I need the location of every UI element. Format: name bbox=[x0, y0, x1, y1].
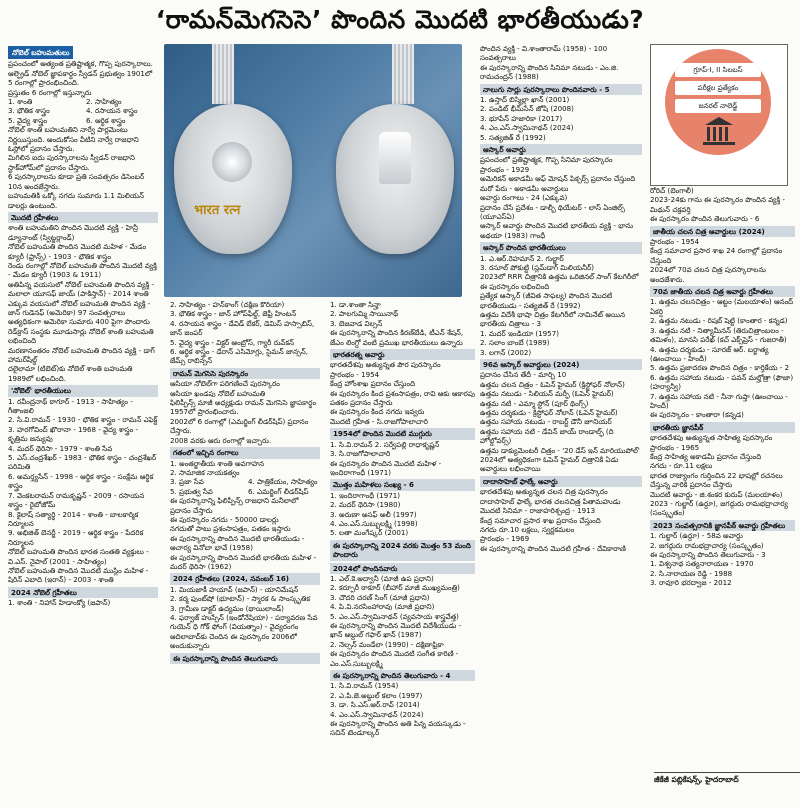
publisher-credit: జీకేజీ పబ్లికేషన్స్, హైదరాబాద్ bbox=[654, 772, 800, 787]
field-item: 1. అంతర్జాతీయ శాంతి అవగాహన bbox=[170, 458, 265, 468]
list-item: ప్రస్తుతం 6 రంగాల్లో ఇస్తున్నారు bbox=[8, 87, 92, 97]
list-item: మరో పేరు - అకాడమీ అవార్డులు bbox=[480, 183, 569, 193]
field-item: 1. శాంతి bbox=[8, 97, 33, 107]
list-item: మిగిలిన ఐదు పురస్కారాలను స్వీడన్ రాజధాని స్టాక్‌హోమ్‌లో ప్రదానం చేస్తారు. bbox=[8, 153, 135, 172]
list-item: ఈ పురస్కారాన్ని పొందిన అతి పిన్న వయస్కుడు - సచిన్ టెండూల్కర్ bbox=[330, 719, 466, 738]
list-item: 1. ఎల్.కె.అద్వానీ (మాజీ ఉప ప్రధాని) bbox=[330, 573, 434, 583]
medal-photo bbox=[164, 44, 462, 297]
fields-row bbox=[8, 106, 158, 115]
field-item: 5. ప్రభుత్వ సేవ bbox=[170, 486, 213, 496]
section-title: 2024లో పొందినవారు bbox=[330, 563, 475, 574]
list-item: 6. అమర్త్యసేన్ - 1998 - ఆర్థిక శాస్త్రం - సంక్షేమ ఆర్థిక శాస్త్రం bbox=[8, 471, 154, 491]
list-item: 2024లో 70వ చలన చిత్ర పురస్కారాలను అందజేశారు. bbox=[650, 265, 766, 284]
list-item: ప్రదానం చేసే ప్రదేశం - డాల్బీ థియేటర్ - లాస్ ఏంజిల్స్ (యూఎస్ఏ) bbox=[480, 202, 625, 221]
list-item: మొదటి అవార్డు - జి.శంకర కురుప్ (మలయాళం) bbox=[650, 489, 783, 499]
list-item: 4. మదర్ థెరిసా - 1979 - శాంతి సేవ bbox=[8, 443, 113, 453]
fields-row bbox=[170, 477, 320, 486]
list-item: కేంద్ర సాహిత్య అకాడమీ ప్రదానం చేస్తుంది bbox=[650, 451, 762, 461]
list-item: 2023లో RRR చిత్రానికి ఉత్తమ ఒరిజినల్ సాంగ్ కేటగిరీలో ఈ పురస్కారం లభించింది bbox=[480, 272, 639, 291]
section-title: ఈ పురస్కారాన్ని 2024 వరకు మొత్తం 53 మంది పొందారు bbox=[330, 540, 475, 561]
list-item: ప్రపంచంలో అత్యంత ప్రతిష్టాత్మక, గొప్ప పురస్కారాలు. bbox=[8, 59, 153, 69]
list-item: 9. అభిజిత్ బెనర్జీ - 2019 - ఆర్థిక శాస్త్రం - పేదరిక నిర్మూలన bbox=[8, 528, 144, 547]
list-item: ఈ పురస్కారం పొందిన మొదటి మహిళ - ఇందిరాగాంధీ (1971) bbox=[330, 458, 442, 477]
list-item: 7. ఉత్తమ సహాయ నటి - నీనా గుప్తా (ఊంచాయి - హిందీ) bbox=[650, 391, 788, 410]
column-film-awards bbox=[650, 186, 795, 770]
list-item: భారతదేశపు అత్యున్నత సాహిత్య పురస్కారం bbox=[650, 433, 773, 443]
list-item: భారతదేశపు అత్యున్నత పౌర పురస్కారం bbox=[330, 360, 441, 370]
list-item: ఈ పురస్కారం పొందిన తెలుగువారు - 6 bbox=[650, 214, 760, 224]
list-item: 1. మదర్ ఇండియా (1957) bbox=[480, 328, 559, 338]
list-item: ఈ పురస్కారం కింద నగదు ఇవ్వరు bbox=[330, 407, 425, 417]
section-title: 'నోబెల్' భారతీయులు bbox=[8, 385, 158, 396]
list-item: 4. రసాయన శాస్త్రం - డేవిడ్ బేకర్, డెమిస్ హస్సాబిస్, జాన్ జంపర్ bbox=[170, 318, 315, 338]
column-oscar bbox=[480, 44, 642, 804]
list-item: 3. ఉత్తమ నటి - నిత్యామీనన్ (తిరుచిత్రాంబలం - తమిళం), మానసి పరేఖ్ (కచ్ ఎక్స్‌ప్రెస్ - గుజరాతీ) bbox=[650, 325, 787, 345]
list-item: 2. పండిట్ భీమ్‌సేన్ జోషి (2008) bbox=[480, 104, 574, 114]
list-item: 1. శాంతి - నిహాన్ హిడాంక్యో (జపాన్) bbox=[8, 598, 111, 608]
topic-circle bbox=[665, 49, 771, 155]
lion-capital-emblem-icon bbox=[379, 132, 411, 184]
list-item: 2. జగద్గురు రామభద్రాచార్య (సంస్కృతం) bbox=[650, 540, 764, 550]
list-item: 3. భౌతిక శాస్త్రం - జాన్ హోప్‌ఫీల్డ్, జెఫ్రీ హింటన్ bbox=[170, 309, 297, 319]
section-title: 96వ ఆస్కార్ అవార్డులు (2024) bbox=[480, 359, 642, 370]
parliament-building-icon bbox=[699, 115, 739, 147]
list-item: ప్రదానం చేసిన తేదీ - మార్చి 10 bbox=[480, 370, 567, 380]
list-item: కేంద్ర సమాచార ప్రసార శాఖ 24 రంగాల్లో ప్రదానం చేస్తుంది bbox=[650, 246, 783, 265]
field-item: 4. రసాయన శాస్త్రం bbox=[86, 106, 138, 116]
list-item: 3. సి.రాజగోపాలాచారి bbox=[330, 449, 391, 459]
fields-row bbox=[8, 97, 158, 106]
list-item: నోబెల్ శాంతి బహుమతిని నార్వే పార్లమెంటు నిర్ణయిస్తుంది. అందుకోసం వీటిని నార్వే రాజధాని ఓస్లోలో ప్రదానం చేస్తారు. bbox=[8, 125, 139, 154]
section-title: రామన్ మెగసెసె పురస్కారం bbox=[170, 368, 320, 379]
list-item: ఈ పురస్కారాన్ని పొందిన మొదటి విదేశీయుడు - ఖాన్ అబ్దుల్ గఫార్ ఖాన్ (1987) bbox=[330, 621, 462, 640]
list-item: 4. ఎం.ఎస్.స్వామినాథన్ (2024) bbox=[330, 709, 424, 719]
section-title: ఆస్కార్ పొందిన భారతీయులు bbox=[480, 242, 642, 253]
list-item: 3. లగాన్ (2002) bbox=[480, 347, 532, 357]
list-item: 1. రవీంద్రనాథ్ ఠాగూర్ - 1913 - సాహిత్యం - గీతాంజలి bbox=[8, 396, 133, 416]
list-item: ప్రత్యేక ఆస్కార్ (జీవిత సాఫల్య) పొందిన మొదటి భారతీయుడు - సత్యజిత్ రే (1992) bbox=[480, 291, 613, 310]
topic-badge bbox=[650, 44, 788, 186]
list-item: ఈ పురస్కారాన్ని పొందిన తెలుగువారు - 3 bbox=[650, 550, 766, 560]
list-item: 5. వైద్య శాస్త్రం - విక్టర్ ఆంబ్రోస్, గ్యారీ రువ్‌కన్ bbox=[170, 337, 295, 347]
list-item: కేంద్ర సమాచార ప్రసార శాఖ ప్రదానం చేస్తుంది bbox=[480, 515, 601, 525]
list-item: 4. ఎం.ఎస్.సుబ్బులక్ష్మి (1998) bbox=[330, 518, 418, 528]
list-item: ఉత్తమ నటుడు - సిలియన్ మర్ఫీ (ఓపెన్ హైమర్) bbox=[480, 389, 614, 399]
list-item: 2023-24కు గాను ఈ పురస్కారం పొందిన వ్యక్తి - మిథున్ చక్రవర్తి bbox=[650, 195, 785, 214]
list-item: ఆసియా ఖండపు నోబెల్ బహుమతి bbox=[170, 388, 266, 398]
section-title-nobel: నోబెల్ బహుమతులు bbox=[8, 46, 73, 59]
section-title: 1954లో పొందిన మొదటి ముగ్గురు bbox=[330, 428, 475, 439]
list-item: ప్రారంభం - 1954 bbox=[330, 369, 380, 379]
section-title: 70వ జాతీయ చలన చిత్ర అవార్డు గ్రహీతలు bbox=[650, 286, 795, 297]
field-item: 5. వైద్య శాస్త్రం bbox=[8, 115, 48, 125]
list-item: ఉత్తమ సహాయ నటుడు - రాబర్ట్ డౌనీ జూనియర్ bbox=[480, 417, 612, 427]
section-title: 2024 గ్రహీతలు (2024, నవంబర్ 16) bbox=[170, 573, 320, 584]
list-item: 4. ఉత్తమ దర్శకుడు - సూరజ్ ఆర్. బర్జాత్య (ఊంచాయి - హిందీ) bbox=[650, 344, 769, 363]
list-item: ఉత్తమ సహాయ నటి - డేవిన్ జాయ్ రాండాల్ఫ్ (ది హోల్డోవర్స్) bbox=[480, 426, 614, 446]
list-item: 3. రావూరి భరద్వాజ - 2012 bbox=[650, 578, 732, 588]
list-item: కేంద్ర హోంశాఖ ప్రదానం చేస్తుంది bbox=[330, 379, 416, 389]
medal-inscription: भारत रत्न bbox=[194, 203, 241, 218]
list-item: ఉత్తమ నటి - ఎమ్మా స్టోన్ (పూర్ థింగ్స్) bbox=[480, 398, 589, 408]
column-magsaysay bbox=[170, 300, 320, 804]
field-item: 6. ఆర్థిక శాస్త్రం bbox=[86, 115, 126, 125]
list-item: 3. బెజవాడ విల్సన్ bbox=[330, 318, 383, 328]
list-item: అవార్డు రంగాలు - 24 (ఎక్కువ) bbox=[480, 193, 568, 203]
list-item: 5. ఎస్.చంద్రశేఖర్ - 1983 - భౌతిక శాస్త్రం - చంద్రశేఖర్ పరిమితి bbox=[8, 453, 157, 472]
fields-row bbox=[170, 468, 320, 477]
section-title: 2024 నోబెల్ గ్రహీతలు bbox=[8, 587, 158, 598]
list-item: 4. ఫర్వాజ్ హుస్సేన్ (ఇండోనేషియా) - పర్యావరణ సేవ bbox=[170, 613, 318, 622]
section-title: దాదాసాహెబ్ ఫాల్కే అవార్డు bbox=[480, 476, 642, 487]
column-bharat-ratna bbox=[330, 300, 475, 804]
list-item: 2. సి.వి.రామన్ - 1930 - భౌతిక శాస్త్రం - రామన్ ఎఫెక్ట్ bbox=[8, 415, 158, 425]
section-title: ఈ పురస్కారాన్ని పొందిన తెలుగువారు - 4 bbox=[330, 670, 475, 681]
list-item: 4. పి.వి.నరసింహారావు (మాజీ ప్రధాని) bbox=[330, 602, 435, 612]
section-title: భారతీయ జ్ఞానపీఠ్ bbox=[650, 422, 795, 433]
list-item: ఉత్తమ డాక్యుమెంటరీ చిత్రం - '20 డేస్ ఇన్ మారియుపోల్' bbox=[480, 445, 640, 455]
list-item: 3. అరుణా అసఫ్ అలీ (1997) bbox=[330, 509, 417, 519]
field-item: 3. ప్రజా సేవ bbox=[170, 477, 204, 487]
list-item: 1. సి.వి.రామన్ (1954) bbox=[330, 681, 399, 691]
list-item: 2. ఎ.పి.జె.అబ్దుల్ కలాం (1997) bbox=[330, 690, 423, 700]
list-item: భారత రాజ్యాంగం గుర్తించిన 22 భాషల్లో రచనలు చేస్తున్న వారికి ప్రదానం చేస్తారు bbox=[650, 470, 783, 490]
field-item: 2. సామాజిక నాయకత్వం bbox=[170, 467, 240, 477]
list-item: 2. పాలగుమ్మి సాయినాథ్ bbox=[330, 309, 399, 319]
list-item: ఈ పురస్కారాన్ని ఫిలిప్పీన్స్ రాజధాని మనీలాలో ప్రదానం చేస్తారు bbox=[170, 496, 299, 515]
list-item: రెడ్‌క్రాస్ సంస్థకు మూడుసార్లు నోబెల్ శాంతి బహుమతి లభించింది bbox=[8, 326, 154, 346]
section-title: జాతీయ చలన చిత్ర అవార్డులు (2024) bbox=[650, 226, 795, 237]
list-item: ఈ పురస్కారం పొందిన మొదటి సంగీత కారిణి - ఎం.ఎస్.సుబ్బులక్ష్మి bbox=[330, 649, 459, 668]
list-item: భారతదేశపు అత్యున్నత చలన చిత్ర పురస్కారం bbox=[480, 487, 608, 497]
list-item: 2. మదర్ థెరిసా (1980) bbox=[330, 500, 401, 510]
list-item: అత్యధికంగా అమెరికా సుమారు 400 పైగా పొందారు bbox=[8, 317, 150, 327]
ribbon-right bbox=[392, 44, 414, 104]
list-item: 2002లో 6 రంగాల్లో (ఎమర్జింగ్ లీడర్‌షిప్) ప్రదానం చేస్తారు. bbox=[170, 416, 309, 436]
list-item: రెండు రంగాల్లో నోబెల్ బహుమతి పొందిన మొదటి వ్యక్తి - మేడం క్యూరీ (1903 & 1911) bbox=[8, 260, 157, 280]
list-item: శాంతి బహుమతిని పొందిన మొదటి వ్యక్తి - హెన్రీ డ్యూనాంట్ (స్విట్జర్లాండ్) bbox=[8, 223, 138, 242]
page-headline: ‘రామన్‌మెగసెసె’ పొందిన మొదటి భారతీయుడు? bbox=[155, 5, 645, 34]
list-item: 3. డా. సి.ఎస్.ఆర్.రావ్ (2014) bbox=[330, 700, 420, 710]
section-title: 2023 సంవత్సరానికి జ్ఞానపీఠ్ అవార్డు గ్రహీతలు bbox=[650, 520, 795, 531]
fields-row bbox=[170, 487, 320, 496]
list-item: ఆసియా నోబెల్‌గా పరిగణించే పురస్కారం bbox=[170, 379, 280, 389]
list-item: గుయెన్ ధి గోక్ ఫోంగ్ (వియత్నాం) - వైద్యరంగం bbox=[170, 622, 299, 632]
list-item: 1. ఎ.ఆర్.రెహమాన్ 2. గుల్జార్ bbox=[480, 253, 564, 263]
list-item: నోబెల్ బహుమతి పొందిన మొదటి ముస్లిం మహిళ - షిరిన్ ఎబాది (ఇరాన్) - 2003 - శాంతి bbox=[8, 565, 149, 585]
list-item: 6. ఆర్థిక శాస్త్రం - డేరాన్ ఎసిమోగ్లు, సైమన్ జాన్సన్, జేమ్స్ రాబిన్సన్ bbox=[170, 347, 308, 366]
list-item: రోరిచ్ (బెంగాలీ) bbox=[650, 186, 694, 195]
list-item: మొదటి సినిమా - రాజాహరిశ్చంద్ర - 1913 bbox=[480, 506, 596, 516]
list-item: ఉత్తమ దర్శకుడు - క్రిస్టోఫర్ నోలాన్ (ఓపెన్ హైమర్) bbox=[480, 408, 618, 418]
list-item: 2. సలాం బాంబే (1989) bbox=[480, 338, 550, 348]
section-title: భారతరత్న అవార్డు bbox=[330, 349, 475, 360]
list-item: ఫిలిప్పీన్స్ మాజీ అధ్యక్షుడు రామన్ మెగసెసె జ్ఞాపకార్థం 1957లో ప్రారంభించారు. bbox=[170, 398, 317, 417]
list-item: బహుమతికి ఒక్కో నగదు సుమారు 1.1 మిలియన్ డాలర్లు ఉంటుంది. bbox=[8, 191, 144, 210]
list-item: అమెరికన్ అకాడమీ ఆఫ్ మోషన్ పిక్చర్స్ ప్రదానం చేస్తుంది bbox=[480, 174, 636, 184]
list-item: 3. హరగోవింద్ ఖొరానా - 1968 - వైద్య శాస్త్రం - కృత్రిమ జన్యువు bbox=[8, 424, 139, 444]
list-item: దలైలామా (టిబెట్)కు నోబెల్ శాంతి బహుమతి 1989లో లభించింది. bbox=[8, 364, 133, 383]
list-item: 5. ఎం.ఎస్.స్వామినాథన్ (వ్యవసాయ శాస్త్రవేత్త) bbox=[330, 611, 459, 621]
list-item: 2. కర్పూరీ ఠాకూర్ (బీహార్ మాజీ ముఖ్యమంత్రి) bbox=[330, 583, 460, 593]
ribbon-left bbox=[212, 44, 234, 104]
list-item: 2. సాహిత్యం - హన్‌కాంగ్ (దక్షిణ కొరియా) bbox=[170, 300, 285, 309]
list-item: 1. ఉస్తాద్ బిస్మిల్లా ఖాన్ (2001) bbox=[480, 95, 570, 105]
section-title: ఈ పురస్కారాన్ని పొందిన తెలుగువారు bbox=[170, 653, 320, 664]
list-item: నోబెల్ బహుమతి పొందిన భారత సంతతి వ్యక్తులు - వి.ఎస్. నైపాల్ (2001 - సాహిత్యం) bbox=[8, 547, 149, 566]
list-item: నగదుతో పాటు ప్రశంసాపత్రం, పతకం ఇస్తారు bbox=[170, 524, 291, 534]
list-item: ప్రారంభం - 1954 bbox=[650, 237, 700, 247]
list-item: 2. కర్మ ఫుంట్‌షో (భూటాన్) - స్మారక & సాంస్కృతిక bbox=[170, 594, 311, 604]
list-item: 4. ఎం.ఎస్.స్వామినాథన్ (2024) bbox=[480, 123, 574, 133]
list-item: ఉత్తమ విదేశీ భాషా చిత్రం కేటగిరీలో నామినేట్ అయిన భారతీయ చిత్రాలు - 3 bbox=[480, 309, 626, 329]
list-item: 5. ఉత్తమ ప్రజాదరణ పొందిన చిత్రం - కార్తికేయ - 2 bbox=[650, 363, 790, 373]
list-item: ఆల్ఫ్రెడ్ నోబెల్ జ్ఞాపకార్థం స్వీడన్ ప్రభుత్వం 1901లో 5 రంగాల్లో ప్రారంభించింది. bbox=[8, 68, 153, 88]
list-item: 3. చౌదరి చరణ్ సింగ్ (మాజీ ప్రధాని) bbox=[330, 592, 430, 602]
field-item: 3. భౌతిక శాస్త్రం bbox=[8, 106, 50, 116]
list-item: ఈ పురస్కారాన్ని పొందిన సినిమా నటుడు - ఎం.జి. రామచంద్రన్ (1988) bbox=[480, 62, 619, 82]
list-item: 8. కైలాష్ సత్యార్థి - 2014 - శాంతి - బాలకార్మిక నిర్మూలన bbox=[8, 509, 139, 528]
list-item: 1. మియజాకీ హయావ్ (జపాన్) - యానిమేషన్ bbox=[170, 584, 299, 594]
list-item: 2023 - గుల్జార్ (ఉర్దూ), జగద్గురు రామభద్రాచార్య (సంస్కృతం) bbox=[650, 499, 788, 518]
topic-line: పరీక్షల ప్రత్యేకం bbox=[675, 81, 761, 95]
sun-emblem-icon bbox=[212, 142, 252, 182]
list-item: ఉత్తమ చలన చిత్రం - ఓపెన్ హైమర్ (క్రిస్టోఫర్ నోలాన్) bbox=[480, 379, 625, 389]
list-item: 1. ఉత్తమ చలనచిత్రం - ఆట్టం (మలయాళం) ఆనంద్ ఏకర్షి bbox=[650, 297, 794, 316]
list-item: ఈ పురస్కారాన్ని పొందిన కిరణ్‌బేడి, టీఎన్ శేషన్, జేఎం లింగ్డో వంటి ప్రముఖ భారతీయులు ఉన్నారు bbox=[330, 328, 464, 347]
field-item: 2. సాహిత్యం bbox=[86, 97, 122, 107]
list-item: మరణానంతరం నోబెల్ బహుమతి పొందిన వ్యక్తి - డాగ్ హామర్‌షీల్డ్ bbox=[8, 345, 155, 364]
section-title: గతంలో ఇచ్చిన రంగాలు bbox=[170, 447, 320, 458]
section-title: మొదటి గ్రహీతలు bbox=[8, 212, 158, 223]
list-item: 5. లతా మంగేష్కర్ (2001) bbox=[330, 528, 409, 538]
list-item: ప్రారంభం - 1969 bbox=[480, 534, 530, 544]
list-item: ప్రారంభం - 1929 bbox=[480, 164, 530, 174]
list-item: ఆస్కార్ అవార్డు పొందిన మొదటి భారతీయ వ్యక్తి - భాను అథయా (1983) గాంధీ bbox=[480, 221, 634, 240]
list-item: 1. సి.వి.రామన్ 2. సర్వేపల్లి రాధాకృష్ణన్ bbox=[330, 439, 440, 449]
topic-line: జనరల్ నాలెడ్జ్ bbox=[675, 99, 761, 113]
list-item: 2008 వరకు ఆరు రంగాల్లో ఇచ్చారు. bbox=[170, 435, 272, 445]
list-item: మొదటి గ్రహీత - సి.రాజగోపాలాచారి bbox=[330, 416, 428, 426]
field-item: 4. పాత్రికేయం, సాహిత్యం bbox=[248, 477, 318, 487]
list-item: 6 పురస్కారాలను కూడా ప్రతి సంవత్సరం డిసెంబర్ 10న అందజేస్తారు. bbox=[8, 172, 145, 191]
list-item: ఈ పురస్కారాన్ని పొందిన మొదటి గ్రహీత - దేవికారాణి bbox=[480, 543, 626, 553]
medal-back bbox=[336, 104, 454, 254]
fields-row bbox=[8, 116, 158, 125]
list-item: 1. ఇందిరాగాంధీ (1971) bbox=[330, 490, 401, 500]
list-item: అతిపిన్న వయసులో నోబెల్ బహుమతి పొందిన వ్యక్తి - మలాలా యూసఫ్ జాయ్ (పాకిస్తాన్) - 2014 శాంతి bbox=[8, 279, 155, 299]
section-title: నాలుగు సార్లు పురస్కారాలు పొందినవారు - 5 bbox=[480, 84, 642, 95]
list-item: ఈ పురస్కారం నగదు - 50000 డాలర్లు bbox=[170, 514, 279, 524]
list-item: ఈ పురస్కారాన్ని పొందిన మొదటి భారతీయ మహిళ - మదర్ థెరిసా (1962) bbox=[170, 552, 317, 571]
list-item: 3. గ్రామీణ డాక్టర్ ఉద్యమం (థాయిలాండ్) bbox=[170, 603, 284, 613]
list-item: ఈ పురస్కారం - కాంతారా (కన్నడ) bbox=[650, 410, 744, 420]
list-item: ప్రపంచంలో ప్రతిష్టాత్మక, గొప్ప సినిమా పురస్కారం bbox=[480, 155, 613, 165]
list-item: ఈ పురస్కారం కింద ప్రశంసాపత్రం, రావి ఆకు ఆకారపు పతకం ప్రదానం చేస్తారు bbox=[330, 388, 475, 408]
list-item: 7. వెంకటరామన్ రామకృష్ణన్ - 2009 - రసాయన శాస్త్రం - రైబోజోమ్ bbox=[8, 490, 145, 510]
list-item: నగదు - రూ.11 లక్షలు bbox=[650, 461, 713, 471]
list-item: పొందిన వ్యక్తి - వి.శాంతారామ్ (1958) - 100 సంవత్సరాలు bbox=[480, 44, 608, 63]
list-item: ప్రారంభం - 1965 bbox=[650, 442, 700, 452]
list-item: నోబెల్ బహుమతి పొందిన మొదటి మహిళ - మేడం క్యూరీ (ఫ్రాన్స్) - 1903 - భౌతిక శాస్త్రం bbox=[8, 242, 147, 261]
medal-front bbox=[174, 104, 292, 254]
list-item: 5. సత్యజిత్ రే (1992) bbox=[480, 132, 546, 142]
list-item: 1. డా.శాంతా సిన్హా bbox=[330, 300, 381, 309]
section-title: ఆస్కార్ అవార్డు bbox=[480, 144, 642, 155]
list-item: 1. గుల్జార్ (ఉర్దూ) - 58వ అవార్డు bbox=[650, 531, 743, 541]
column-nobel bbox=[8, 44, 158, 804]
list-item: దాదాసాహెబ్ ఫాల్కే భారత చలనచిత్ర పితామహుడు bbox=[480, 496, 621, 506]
list-item: 6. ఉత్తమ సహాయ నటుడు - పవన్ మల్హోత్రా (ఫౌజా) (హర్యాన్వీ) bbox=[650, 372, 794, 392]
section-title: మొత్తం మహిళలు సంఖ్య - 6 bbox=[330, 479, 475, 490]
field-item: 6. ఎమర్జింగ్ లీడర్‌షిప్ bbox=[248, 486, 309, 496]
list-item: 2. సి.నారాయణ రెడ్డి - 1988 bbox=[650, 568, 733, 578]
topic-line: గ్రూప్‌-I, II సిలబస్ bbox=[675, 63, 761, 77]
list-item: 3. రసూల్ పోకుట్టి (స్లమ్‌డాగ్ మిలియనీర్) bbox=[480, 262, 595, 272]
list-item: 2024లో అత్యధికంగా ఓపెన్ హైమర్ చిత్రానికి ఏడు అవార్డులు లభించాయి bbox=[480, 455, 619, 474]
list-item: నగదు రూ.10 లక్షలు, స్వర్ణకమలం bbox=[480, 524, 575, 534]
list-item: ఎక్కువ వయసులో నోబెల్ బహుమతి పొందిన వ్యక్తి - జాన్ గుడెనఫ్ (అమెరికా) 97 సంవత్సరాలు bbox=[8, 298, 151, 317]
list-item: 2. ఉత్తమ నటుడు - రిషబ్ షెట్టి (కాంతార - కన్నడ) bbox=[650, 316, 788, 326]
list-item: 2. నెల్సన్ మండేలా (1990) - దక్షిణాఫ్రికా bbox=[330, 639, 444, 649]
list-item: ఆదిలాబాద్‌కు చెందిన ఈ పురస్కారం 2006లో అందుకున్నారు bbox=[170, 631, 297, 651]
fields-row bbox=[170, 459, 320, 468]
list-item: 3. భూపేన్ హజారికా (2017) bbox=[480, 113, 563, 123]
list-item: ఈ పురస్కారాన్ని పొందిన మొదటి భారతీయుడు - ఆచార్య వినోబా భావే (1958) bbox=[170, 533, 305, 553]
list-item: 1. విశ్వనాథ సత్యనారాయణ - 1970 bbox=[650, 559, 754, 569]
